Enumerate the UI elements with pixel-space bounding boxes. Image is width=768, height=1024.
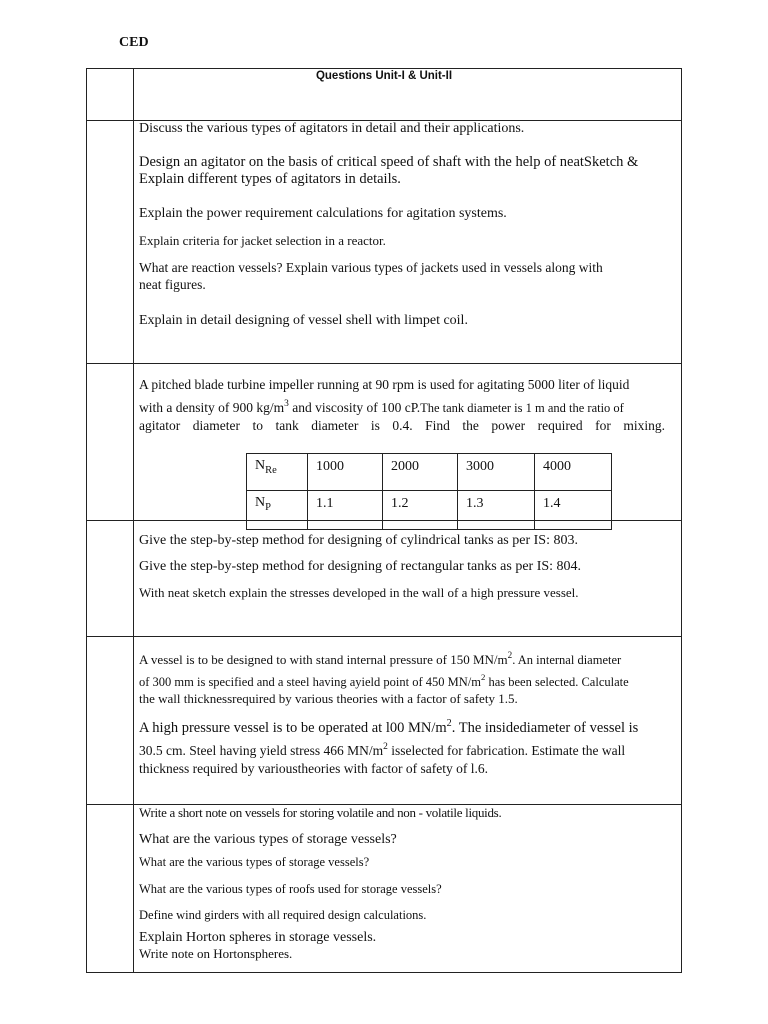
problem-vessel-a-line1: A vessel is to be designed to with stand internal pressure of 150 $MN/m^2$. An internal diameter xyxy=(139,650,622,667)
table-cell: 4000 xyxy=(535,454,612,491)
question-pressure-vessel-stresses: With neat sketch explain the stresses developed in the wall of a high pressure vessel. xyxy=(139,585,579,600)
page-title: Questions Unit-I & Unit-II xyxy=(315,70,453,82)
question-horton-spheres: Explain Horton spheres in storage vessels. xyxy=(139,930,377,945)
table-cell: 1.1 xyxy=(308,491,383,530)
table-row xyxy=(247,491,612,530)
question-agitator-design-line1: Design an agitator on the basis of critical speed of shaft with the help of neatSketch & xyxy=(139,154,639,170)
table-row xyxy=(247,454,612,491)
question-agitator-types: Discuss the various types of agitators in detail and their applications. xyxy=(139,121,525,136)
reynolds-power-table xyxy=(246,453,612,530)
row-divider xyxy=(87,363,681,364)
problem-impeller-line1: A pitched blade turbine impeller running at 90 rpm is used for agitating 5000 liter of liquid xyxy=(139,377,630,392)
question-roof-types: What are the various types of roofs used for storage vessels? xyxy=(139,882,442,896)
problem-vessel-b-line1: A high pressure vessel is to be operated at l00 $MN/m^2$. The insidediameter of vessel is xyxy=(139,718,639,736)
table-cell: 1.4 xyxy=(535,491,612,530)
problem-vessel-a-line3: the wall thicknessrequired by various theories with a factor of safety 1.5. xyxy=(139,691,518,706)
row-divider xyxy=(87,636,681,637)
question-reaction-vessels-line2: neat figures. xyxy=(139,277,206,292)
question-reaction-vessels-line1: What are reaction vessels? Explain various types of jackets used in vessels along with xyxy=(139,260,603,275)
question-storage-vessel-types-repeat: What are the various types of storage vessels? xyxy=(139,855,370,869)
question-volatile-liquids: Write a short note on vessels for storing volatile and non - volatile liquids. xyxy=(139,805,502,820)
table-cell: 1.3 xyxy=(458,491,535,530)
problem-vessel-a-line2: of 300 mm is specified and a steel having ayield point of 450 $MN/m^2$ has been selected. Calculate xyxy=(139,672,629,689)
table-header-cell: $N_P$ xyxy=(247,491,308,530)
question-agitator-design-line2: Explain different types of agitators in details. xyxy=(139,171,401,187)
question-horton-spheres-note: Write note on Hortonspheres. xyxy=(139,946,293,961)
question-rectangular-tanks: Give the step-by-step method for designing of rectangular tanks as per IS: 804. xyxy=(139,559,582,574)
table-cell: 1000 xyxy=(308,454,383,491)
problem-impeller-line3: agitator diameter to tank diameter is 0.4. Find the power required for mixing. xyxy=(139,418,665,433)
table-cell: 3000 xyxy=(458,454,535,491)
question-limpet-coil: Explain in detail designing of vessel shell with limpet coil. xyxy=(139,313,468,328)
question-jacket-criteria: Explain criteria for jacket selection in a reactor. xyxy=(139,233,386,248)
question-cylindrical-tanks: Give the step-by-step method for designing of cylindrical tanks as per IS: 803. xyxy=(139,533,578,548)
table-cell: 1.2 xyxy=(383,491,458,530)
problem-vessel-b-line2: 30.5 cm. Steel having yield stress 466 $MN/m^2$ isselected for fabrication. Estimate the wall xyxy=(139,742,626,758)
problem-impeller-line2: with a density of 900 $kg/m^3$ and viscosity of 100 cP.The tank diameter is 1 m and the ratio of xyxy=(139,399,624,415)
question-storage-vessel-types: What are the various types of storage vessels? xyxy=(139,832,397,847)
problem-vessel-b-line3: thickness required by varioustheories with factor of safety of l.6. xyxy=(139,761,489,776)
table-cell: 2000 xyxy=(383,454,458,491)
table-header-cell: $N_{Re}$ xyxy=(247,454,308,491)
question-wind-girders: Define wind girders with all required design calculations. xyxy=(139,908,427,922)
question-power-requirement: Explain the power requirement calculations for agitation systems. xyxy=(139,206,507,221)
department-label: CED xyxy=(119,35,149,50)
